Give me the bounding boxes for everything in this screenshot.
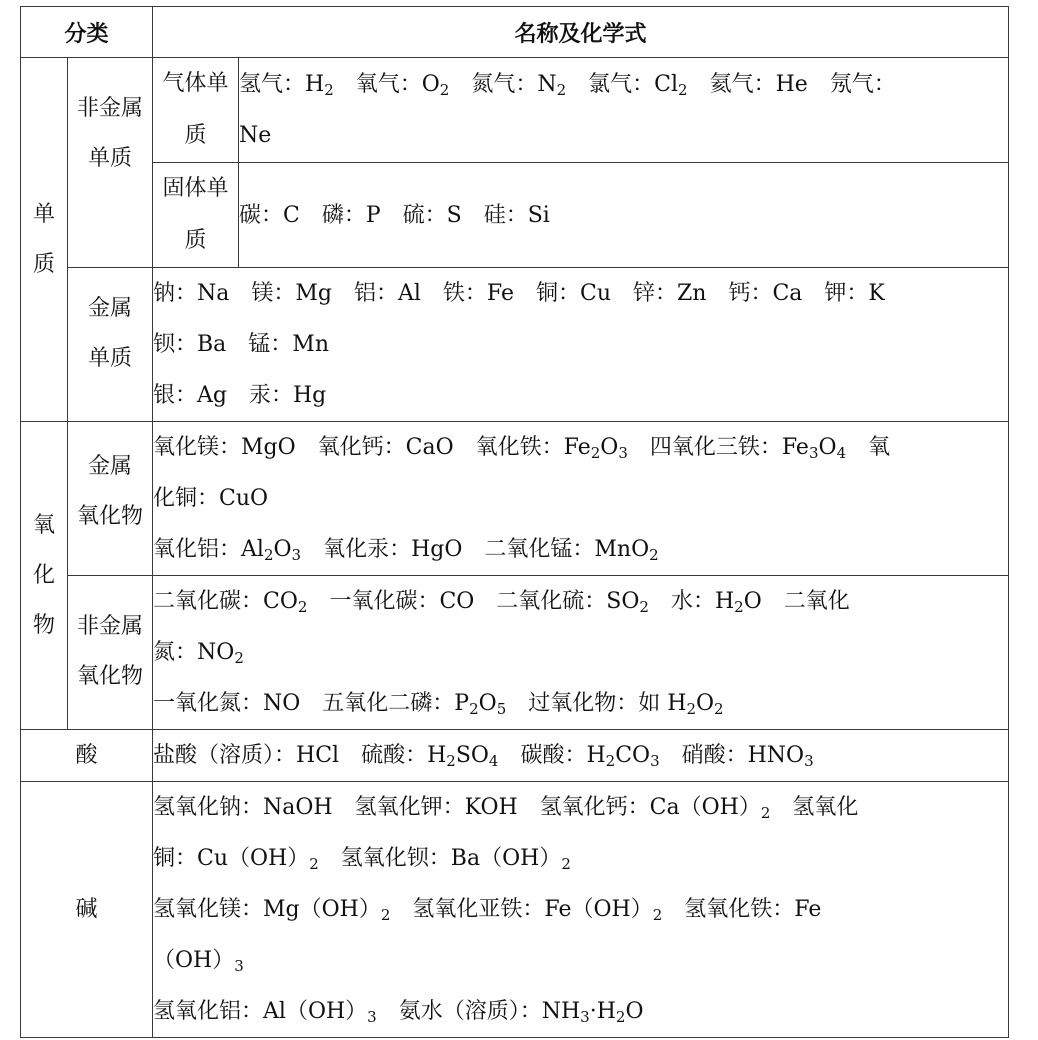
header-row [21,7,1009,58]
content-line: 化铜：CuO [153,486,269,511]
label-nonmetal-element: 非金属 单质 [68,58,153,268]
label-base: 碱 [21,782,153,1038]
header-category: 分类 [21,7,153,58]
content-line: 氮：$NO_2$ [153,640,244,667]
content-line: 氢氧化钠：NaOH 氢氧化钾：KOH 氢氧化钙：$Ca(OH)_2$ 氢氧化 [153,795,859,822]
row-bases [21,782,1009,1038]
row-acids [21,730,1009,782]
row-metal-elements [21,268,1009,422]
label-metal-oxide: 金属 氧化物 [68,422,153,576]
label-nonmetal-oxide: 非金属 氧化物 [68,576,153,730]
content-line: 氢气：$H_2$ 氧气：$O_2$ 氮气：$N_2$ 氯气：$Cl_2$ 氦气：He 氖气： [239,72,896,99]
content-line: 铜：$Cu(OH)_2$ 氢氧化钡：$Ba(OH)_2$ [153,846,571,873]
content-line: 银：Ag 汞：Hg [153,383,327,408]
content-line: 钡：Ba 锰：Mn [153,332,329,357]
content-line: 一氧化氮：NO 五氧化二磷：$P_2O_5$ 过氧化物：如 $H_2O_2$ [153,691,724,718]
content-line: Ne [239,123,272,148]
cell-metal-oxides [153,422,1009,576]
content-line: 氢氧化铝：$Al(OH)_3$ 氨水（溶质）：$NH_3\cdot H_2O$ [153,999,644,1026]
content-line: 氢氧化镁：$Mg(OH)_2$ 氢氧化亚铁：$Fe(OH)_2$ 氢氧化铁：Fe [153,897,822,924]
row-metal-oxides [21,422,1009,576]
header-names: 名称及化学式 [153,7,1009,58]
cell-gas-elements [239,58,1009,163]
content-line: $(OH)_3$ [153,948,244,975]
row-gas-elements [21,58,1009,163]
label-metal-element: 金属 单质 [68,268,153,422]
label-simple-substance: 单 质 [21,58,68,422]
cell-nonmetal-oxides [153,576,1009,730]
label-oxide: 氧 化 物 [21,422,68,730]
cell-solid-elements [239,163,1009,268]
content-line: 碳：C 磷：P 硫：S 硅：Si [239,202,550,228]
content-line: 二氧化碳：$CO_2$ 一氧化碳：CO 二氧化硫：$SO_2$ 水：$H_2O$ 二氧化 [153,589,850,616]
content-line: 钠：Na 镁：Mg 铝：Al 铁：Fe 铜：Cu 锌：Zn 钙：Ca 钾：K [153,281,885,306]
row-nonmetal-oxides [21,576,1009,730]
label-acid: 酸 [21,730,153,782]
cell-bases [153,782,1009,1038]
chemistry-classification-table [20,6,1009,1038]
cell-metal-elements [153,268,1009,422]
content-line: 氧化铝：$Al_2O_3$ 氧化汞：HgO 二氧化锰：MnO$_2$ [153,537,659,564]
label-gas-element: 气体单 质 [153,58,239,163]
row-solid-elements [21,163,1009,268]
cell-acids [153,730,1009,782]
label-solid-element: 固体单 质 [153,163,239,268]
content-line: 盐酸（溶质）：HCl 硫酸：$H_2SO_4$ 碳酸：$H_2CO_3$ 硝酸：$HNO_3$ [153,743,814,770]
content-line: 氧化镁：MgO 氧化钙：CaO 氧化铁：$Fe_2O_3$ 四氧化三铁：$Fe_3O_4$ 氧 [153,435,891,462]
